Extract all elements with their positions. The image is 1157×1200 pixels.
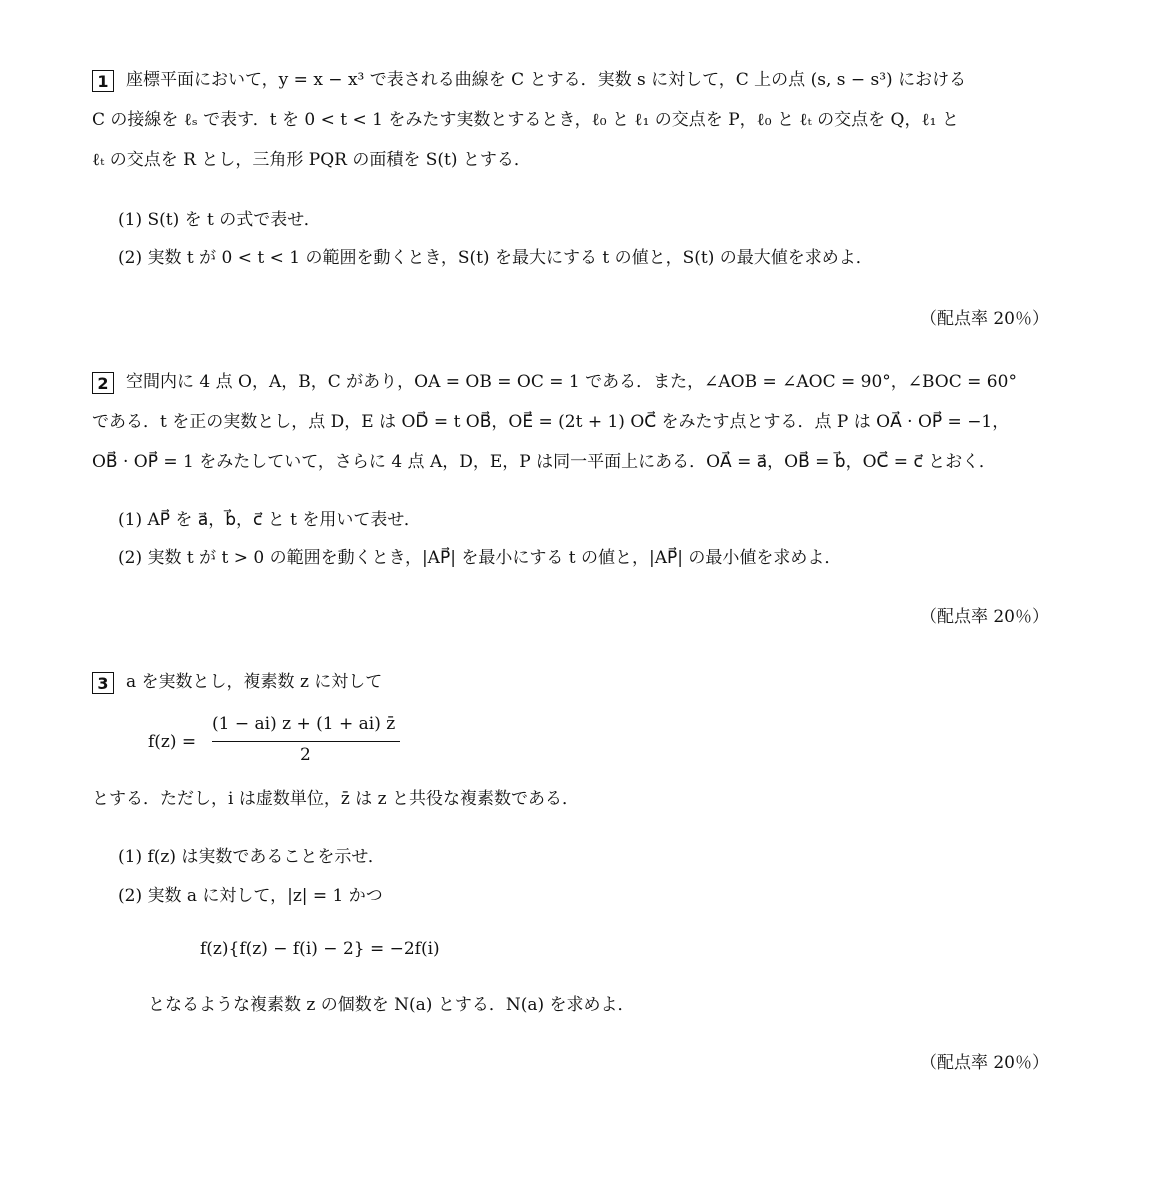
problem-1-sub-2: (2) 実数 t が 0 < t < 1 の範囲を動くとき，S(t) を最大にする t の値と，S(t) の最大値を求めよ． bbox=[118, 248, 873, 268]
problem-1-sub-1: (1) S(t) を t の式で表せ． bbox=[118, 210, 321, 230]
formula-denominator: 2 bbox=[300, 745, 311, 765]
problem-2-line-1 bbox=[92, 370, 1017, 394]
problem-text: 座標平面において，y = x − x³ で表される曲線を C とする．実数 s に対して，C 上の点 (s, s − s³) における bbox=[126, 70, 967, 90]
problem-3-after: とする．ただし，i は虚数単位，z̄ は z と共役な複素数である． bbox=[92, 789, 579, 809]
problem-number: 2 bbox=[92, 372, 114, 394]
problem-2-score: （配点率 20％） bbox=[919, 607, 1049, 627]
problem-1-line-2: C の接線を ℓₛ で表す．t を 0 < t < 1 をみたす実数とするとき，ℓ₀ と ℓ₁ の交点を P，ℓ₀ と ℓₜ の交点を Q，ℓ₁ と bbox=[92, 110, 959, 130]
problem-2-line-2: である．t を正の実数とし，点 D，E は OD⃗ = t OB⃗，OE⃗ = (2t + 1) OC⃗ をみたす点とする．点 P は OA⃗ · OP⃗ = −1， bbox=[92, 412, 1010, 432]
problem-3-tail: となるような複素数 z の個数を N(a) とする．N(a) を求めよ． bbox=[148, 995, 635, 1015]
formula-lhs: f(z) = bbox=[148, 732, 197, 752]
formula-numerator: (1 − ai) z + (1 + ai) z̄ bbox=[212, 714, 396, 734]
problem-3-equation: f(z){f(z) − f(i) − 2} = −2f(i) bbox=[200, 939, 440, 959]
problem-2-line-3: OB⃗ · OP⃗ = 1 をみたしていて，さらに 4 点 A，D，E，P は同一平面上にある．OA⃗ = a⃗，OB⃗ = b⃗，OC⃗ = c⃗ とおく． bbox=[92, 452, 996, 472]
fraction-bar bbox=[212, 741, 400, 742]
problem-3-intro bbox=[92, 670, 382, 694]
problem-3-score: （配点率 20％） bbox=[919, 1053, 1049, 1073]
problem-2-sub-1: (1) AP⃗ を a⃗，b⃗，c⃗ と t を用いて表せ． bbox=[118, 510, 421, 530]
problem-1-line-3: ℓₜ の交点を R とし，三角形 PQR の面積を S(t) とする． bbox=[92, 150, 531, 170]
problem-1-score: （配点率 20％） bbox=[919, 309, 1049, 329]
problem-3-sub-1: (1) f(z) は実数であることを示せ． bbox=[118, 847, 385, 867]
problem-text: 空間内に 4 点 O，A，B，C があり，OA = OB = OC = 1 である．また，∠AOB = ∠AOC = 90°，∠BOC = 60° bbox=[126, 372, 1017, 392]
problem-number: 3 bbox=[92, 672, 114, 694]
problem-3-sub-2: (2) 実数 a に対して，|z| = 1 かつ bbox=[118, 886, 383, 906]
problem-number: 1 bbox=[92, 70, 114, 92]
problem-1-line-1 bbox=[92, 68, 966, 92]
problem-text: a を実数とし，複素数 z に対して bbox=[126, 672, 383, 692]
problem-2-sub-2: (2) 実数 t が t > 0 の範囲を動くとき，|AP⃗| を最小にする t の値と，|AP⃗| の最小値を求めよ． bbox=[118, 548, 842, 568]
